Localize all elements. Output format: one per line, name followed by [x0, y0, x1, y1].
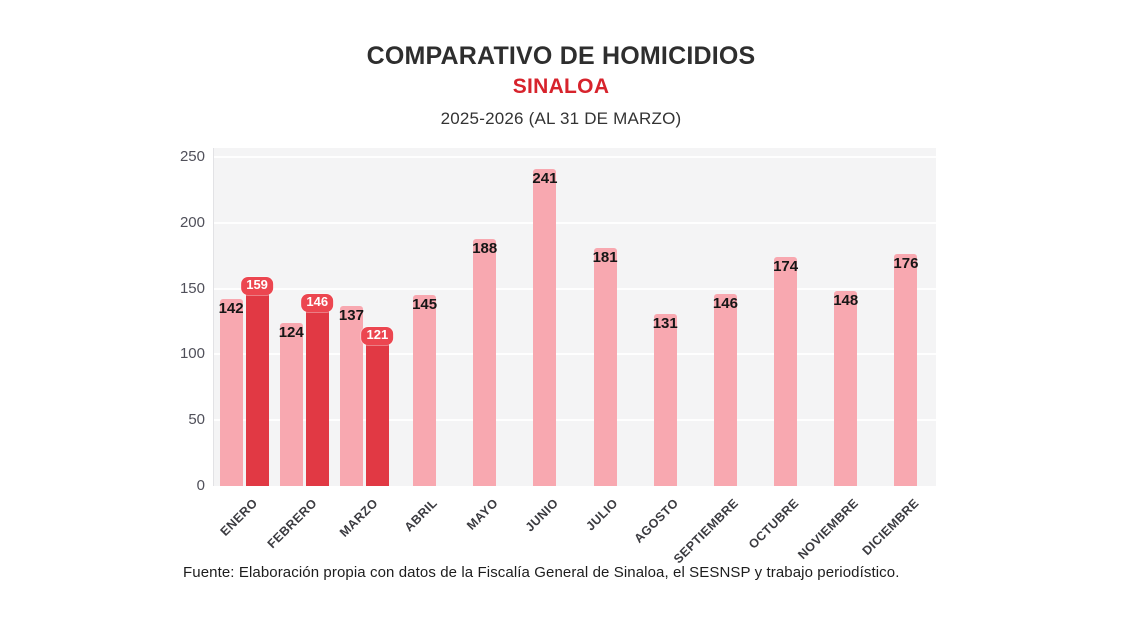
bar-noviembre-2025 — [834, 291, 857, 486]
bar-value-label-abril-2025: 145 — [412, 296, 438, 314]
bar-value-label-marzo-2026: 121 — [362, 327, 394, 345]
x-tick-label-text: FEBRERO — [265, 496, 321, 552]
chart-subtitle-state: SINALOA — [512, 75, 610, 98]
bar-value-label-septiembre-2025: 146 — [712, 294, 738, 312]
x-tick-label-text: JULIO — [583, 496, 621, 534]
bar-group-octubre — [756, 257, 816, 486]
x-tick-label-text: ENERO — [217, 496, 260, 539]
x-tick-label-text: DICIEMBRE — [859, 496, 922, 559]
bar-value-label-marzo-2025: 137 — [338, 306, 364, 324]
x-tick-label-text: SEPTIEMBRE — [671, 496, 742, 567]
bar-value-label-agosto-2025: 131 — [652, 314, 678, 332]
bar-group-junio — [515, 169, 575, 486]
bar-group-julio — [575, 248, 635, 486]
bar-group-marzo — [334, 306, 394, 486]
bar-group-noviembre — [816, 291, 876, 486]
y-tick-label-0: 0 — [196, 477, 205, 494]
bar-group-abril — [395, 295, 455, 486]
bar-value-label-febrero-2025: 124 — [278, 323, 304, 341]
plot-area — [213, 148, 936, 486]
bar-group-septiembre — [695, 294, 755, 486]
bar-agosto-2025 — [654, 314, 677, 486]
x-tick-label-text: MAYO — [463, 496, 501, 533]
bar-marzo-2026 — [366, 327, 389, 486]
bar-julio-2025 — [594, 248, 617, 486]
x-tick-label-text: JUNIO — [522, 496, 561, 535]
bar-septiembre-2025 — [714, 294, 737, 486]
bar-group-diciembre — [876, 254, 936, 486]
bar-marzo-2025 — [340, 306, 363, 486]
x-tick-label-text: OCTUBRE — [745, 496, 802, 552]
bar-group-agosto — [635, 314, 695, 486]
bar-junio-2025 — [533, 169, 556, 486]
source-note: Fuente: Elaboración propia con datos de la Fiscalía General de Sinaloa, el SESNSP y trabajo periodístico. — [183, 564, 900, 581]
gridline-200 — [214, 222, 936, 224]
y-tick-label-100: 100 — [179, 345, 205, 363]
x-tick-label-text: ABRIL — [402, 496, 441, 535]
y-tick-label-250: 250 — [179, 148, 205, 165]
x-tick-label-text: NOVIEMBRE — [795, 496, 862, 562]
bar-value-label-junio-2025: 241 — [532, 169, 558, 187]
chart-header — [0, 42, 1122, 129]
y-tick-label-200: 200 — [179, 213, 205, 231]
bar-value-label-enero-2026: 159 — [241, 277, 273, 295]
bar-value-label-noviembre-2025: 148 — [833, 292, 859, 310]
bar-mayo-2025 — [473, 239, 496, 486]
y-axis — [120, 148, 205, 494]
bar-group-febrero — [274, 294, 334, 486]
bar-enero-2026 — [246, 277, 269, 486]
x-axis — [213, 486, 935, 566]
x-tick-label-text: MARZO — [336, 496, 381, 540]
bar-febrero-2025 — [280, 323, 303, 486]
y-tick-label-150: 150 — [179, 279, 205, 297]
bar-value-label-febrero-2026: 146 — [301, 294, 333, 312]
bar-febrero-2026 — [306, 294, 329, 486]
bar-value-label-enero-2025: 142 — [218, 300, 244, 318]
bar-value-label-mayo-2025: 188 — [472, 239, 498, 257]
gridline-250 — [214, 156, 936, 158]
bar-group-enero — [214, 277, 274, 486]
bar-group-mayo — [455, 239, 515, 486]
chart-title: COMPARATIVO DE HOMICIDIOS — [366, 42, 756, 70]
bar-enero-2025 — [220, 299, 243, 486]
chart-period: 2025-2026 (AL 31 DE MARZO) — [440, 109, 682, 128]
bar-value-label-julio-2025: 181 — [592, 248, 618, 266]
x-tick-label-text: AGOSTO — [631, 496, 682, 546]
bar-diciembre-2025 — [894, 254, 917, 486]
bar-value-label-diciembre-2025: 176 — [893, 255, 919, 273]
y-tick-label-50: 50 — [188, 411, 205, 429]
bar-abril-2025 — [413, 295, 436, 486]
bar-octubre-2025 — [774, 257, 797, 486]
bar-value-label-octubre-2025: 174 — [773, 258, 799, 276]
